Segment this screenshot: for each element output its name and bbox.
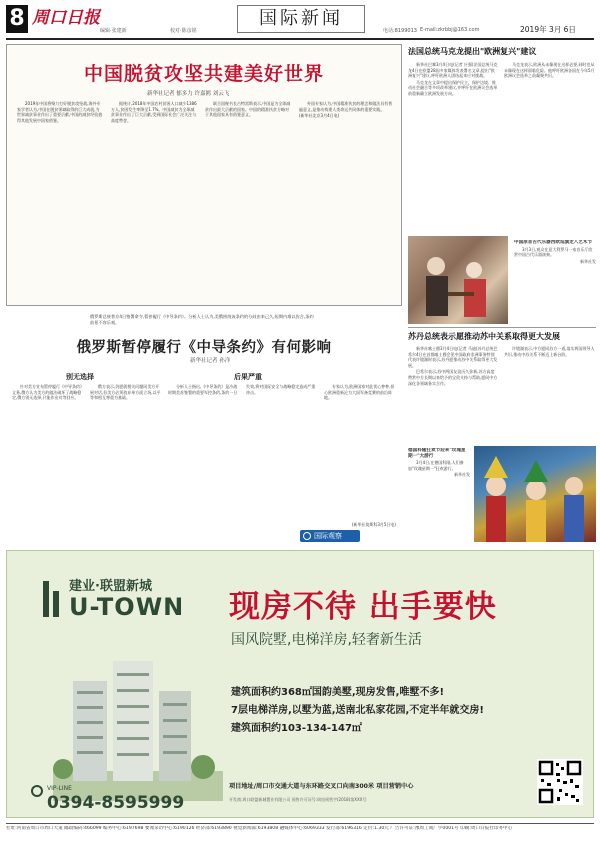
paper-name: 周口日报 — [32, 8, 100, 28]
photo-concert-figures — [408, 236, 508, 324]
article2-body-right: 许镜湖表示,中方愿同苏方一道,落实两国领导人共识,推动中苏关系不断迈上新台阶。 — [504, 346, 595, 357]
middle-end-note: (新华社莫斯科3月5日电) — [351, 522, 396, 527]
brand-en: U-TOWN — [69, 593, 185, 621]
tag-label: 国际观察 — [314, 532, 342, 540]
article1-body-left: 新华社巴黎3月4日电(记者 应强)法国总统马克龙4日在欧盟28国多家媒体发表署名文章,提出"欧洲复兴"建议,呼吁欧洲人团结起来应对挑战。 马克龙在文章中提出保护民主、保护边境、推动社会融合等多项改革建议,并呼吁在欧洲议会选举前重新确立欧洲发展方向。 — [408, 62, 498, 96]
masthead — [0, 0, 600, 40]
section-title: 国际新闻 — [259, 8, 343, 29]
top-article-col-4: 外国专家认为,中国精准扶贫的理念和做法具有普遍意义,是推动构建人类命运共同体的重要实践。 (新华社北京3月4日电) — [299, 101, 395, 297]
editor-line: 编辑·张建新 — [100, 28, 127, 34]
photo-concert — [408, 236, 508, 324]
top-article-col-2: 据统计,2018年中国农村贫困人口减少1386万人,贫困发生率降至1.7%。中国减贫为全球减贫事业作出了巨大贡献,受到国际社会广泛关注与高度赞誉。 — [111, 101, 197, 123]
sub2-body: 分析人士指出,《中导条约》是冷战时期美苏签署的重要军控条约,条约一旦失效,将对国际安全与战略稳定造成严重冲击。 专家认为,欧洲国家对此忧心忡忡,担心欧洲重新沦为大国军备竞赛的前沿阵地。 — [168, 384, 395, 401]
tag-badge — [300, 530, 360, 542]
ad-phone: 0394-8595999 — [47, 793, 185, 813]
ad-subline: 国风院墅,电梯洋房,轻奢新生活 — [231, 632, 422, 648]
ad-feature-1: 建筑面积约368㎡国韵美墅,现房发售,唯墅不多! — [231, 687, 445, 698]
building-illustration — [53, 651, 223, 801]
ad-fine-print: 开发商:周口联盟新城置业有限公司 预售许可证号:周房预售字(2018)第XXX号 — [229, 797, 367, 802]
ad-slogan: 现房不待 出手要快 — [229, 589, 497, 625]
footer-rule — [6, 823, 594, 824]
top-article-box — [6, 44, 402, 306]
article1-title: 法国总统马克龙提出"欧洲复兴"建议 — [408, 46, 537, 56]
middle-article-intro: 俄罗斯总统普京4日签署命令,暂停履行《中导条约》。分析人士认为,美俄围绕该条约的分歧由来已久,短期内难以弥合,条约前景不容乐观。 — [90, 314, 314, 325]
ad-feature-3: 建筑面积约103-134-147㎡ — [231, 723, 362, 734]
advertisement — [6, 550, 594, 818]
subhead-2: 后果严重 — [234, 373, 262, 381]
qr-code-icon — [537, 759, 583, 805]
issue-date: 2019年 3月 6日 — [520, 25, 576, 34]
phone-line: 电话:8199013 — [383, 28, 417, 34]
right-column — [408, 44, 596, 544]
top-article-col-1: 2019年中国将聚力打好脱贫攻坚战,海外专家学者认为,中国在脱贫领域取得的巨大成就,为世界减贫事业作出了重要贡献,中国的减贫经验值得其他发展中国家借鉴。 — [17, 101, 103, 123]
brand-logo — [41, 575, 231, 645]
section-title-box — [237, 5, 365, 33]
top-article-title: 中国脱贫攻坚共建美好世界 — [83, 63, 324, 85]
subhead-1: 别无选择 — [66, 373, 94, 381]
middle-article-byline: 新华社记者 孙洋 — [190, 358, 231, 364]
globe-icon — [303, 532, 311, 540]
email-line: E-mail:zkrbbj@163.com — [420, 27, 480, 33]
sub1-body: 针对美方宣布暂停履行《中导条约》义务,俄方认为美方的做法破坏了战略稳定,俄方别无选择,只能作出对等回应。 俄方表示,仍愿就相关问题同美方开展对话,但美方必须放弃单方面立场,以平等和相互尊重为基础。 — [12, 384, 161, 401]
ad-feature-2: 7层电梯洋房,以墅为蓝,送南北私家花园,不定半年就交房! — [231, 705, 484, 716]
photo1-caption: 中国原音古代乐器西欧巡演走入艺术节 3月3日,观众在意大利罗马一家音乐厅欣赏中国古代乐器演奏。 新华社发 — [514, 240, 596, 264]
checker-line: 校对·陈彦铭 — [170, 28, 197, 34]
article2-title: 苏丹总统表示愿推动苏中关系取得更大发展 — [408, 331, 560, 341]
middle-article — [6, 312, 402, 544]
footer-text: 社址:河南省周口市周口大道 邮政编码:466099 编务中心:6197698 要闻采访中心:6190126 经济部:6193890 视觉新闻部:6193808 融媒体中心:6069333 发行部:6196316 定价:1.30元 广告许可证:豫周工商广字0001号 印刷:周口日报社印务中心 — [6, 826, 513, 831]
top-article-byline: 新华社记者 郁多力 许嘉鸥 刘云飞 — [147, 91, 230, 97]
article2-body-left: 新华社喀土穆3月4日电(记者 马迪)苏丹总统巴希尔4日在首都喀土穆会见中国政府非洲事务特别代表许镜湖时表示,苏丹愿推动苏中关系取得更大发展。 巴希尔表示,苏中两国友谊历久弥新,苏方高度赞赏中方长期以来给予的宝贵支持与帮助,愿同中方深化各领域务实合作。 — [408, 346, 498, 386]
ad-hotline-label: VIP-LINE — [47, 785, 72, 792]
phone-icon — [31, 785, 43, 797]
photo-carnival — [474, 446, 596, 542]
page-number: 8 — [6, 5, 28, 33]
brand-logo-icon — [41, 579, 63, 619]
ad-address: 项目地址/周口市交通大道与东环路交叉口向南300米 项目营销中心 — [229, 783, 414, 790]
middle-article-title: 俄罗斯暂停履行《中导条约》有何影响 — [76, 339, 332, 356]
article1-body-right: 马克龙表示,欧洲从未像现在这样必要,同时也从未像现在这样面临危险。他呼吁欧洲各国在今年5月欧洲议会选举之前凝聚共识。 — [504, 62, 595, 79]
top-article-col-3: 联合国秘书长古特雷斯表示,中国是为全球减贫作出最大贡献的国家。中国的精准扶贫方略对于其他国家具有借鉴意义。 — [205, 101, 291, 118]
photo2-caption: 德国科隆狂欢节迎来"玫瑰星期一"大游行 3月4日,在德国科隆,人们参加"玫瑰星期一"狂欢游行。 新华社发 — [408, 448, 470, 478]
photo-carnival-figures — [474, 446, 596, 542]
brand-cn: 建业·联盟新城 — [69, 579, 152, 594]
masthead-rule — [6, 38, 594, 40]
right-divider — [408, 327, 596, 328]
top-article-end-note: (新华社北京3月4日电) — [299, 113, 340, 119]
